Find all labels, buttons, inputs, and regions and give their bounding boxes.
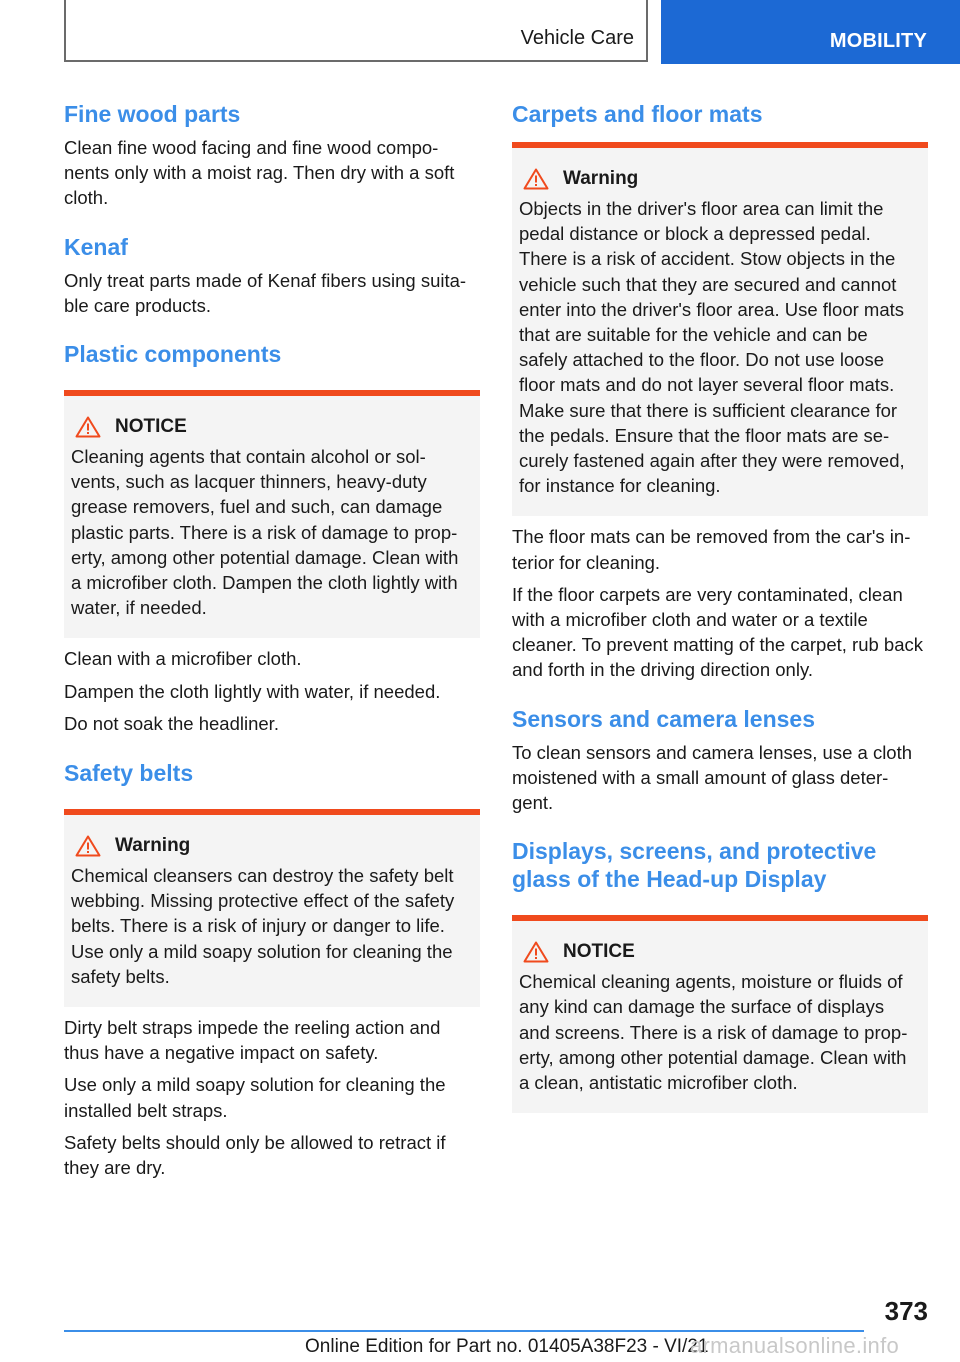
notice-safety-belts-title: Warning <box>115 835 191 857</box>
heading-safety-belts: Safety belts <box>64 760 194 787</box>
footer-divider <box>64 1330 864 1332</box>
text-belts-2: Use only a mild soapy solution for cleaning the installed belt straps. <box>64 1074 446 1121</box>
text-belts-3: Safety belts should only be allowed to retract if they are dry. <box>64 1131 446 1179</box>
left-column <box>64 100 480 1180</box>
notice-plastic-text: Cleaning agents that contain alcohol or sol- vents, such as lacquer thinners, heavy-duty grease removers, fuel and such, can damage plastic parts. There is a risk of damage to prop- erty, among other potential damage. Clean with a microfiber cloth. Dampen the cloth lightly with water, if needed. <box>71 446 459 619</box>
header-section-tab <box>64 0 648 62</box>
watermark: armanualsonline.info <box>690 1333 900 1358</box>
warning-triangle-icon <box>523 941 549 963</box>
text-kenaf: Only treat parts made of Kenaf fibers using suita- ble care products. <box>64 269 467 316</box>
text-plastic-3: Do not soak the headliner. <box>64 712 279 734</box>
text-belts-1: Dirty belt straps impede the reeling action and thus have a negative impact on safety. <box>64 1017 441 1064</box>
notice-plastic <box>64 390 480 638</box>
heading-plastic: Plastic components <box>64 341 282 368</box>
notice-plastic-title: NOTICE <box>115 416 187 438</box>
text-plastic-1: Clean with a microfiber cloth. <box>64 648 302 670</box>
notice-carpets <box>512 142 928 516</box>
heading-sensors: Sensors and camera lenses <box>512 705 815 732</box>
warning-triangle-icon <box>75 835 101 857</box>
header-chapter-label: MOBILITY <box>829 30 927 52</box>
edition-line: Online Edition for Part no. 01405A38F23 - VI/21 <box>305 1336 709 1357</box>
header-chapter-tab <box>661 0 960 64</box>
heading-kenaf: Kenaf <box>64 233 128 260</box>
text-carpets-1: The floor mats can be removed from the car's in- terior for cleaning. <box>512 526 911 573</box>
right-column <box>512 100 928 1113</box>
page-number: 373 <box>884 1296 928 1326</box>
text-fine-wood: Clean fine wood facing and fine wood compo- nents only with a moist rag. Then dry with a soft cloth. <box>64 137 455 209</box>
notice-carpets-title: Warning <box>563 168 639 189</box>
notice-displays <box>512 915 928 1113</box>
text-plastic-2: Dampen the cloth lightly with water, if needed. <box>64 680 441 702</box>
warning-triangle-icon <box>75 416 101 438</box>
notice-displays-text: Chemical cleaning agents, moisture or fluids of any kind can damage the surface of displays and screens. There is a risk of damage to prop- erty, among other potential damage. Clean with a clean, antistatic microfiber cloth. <box>519 971 908 1094</box>
notice-displays-title: NOTICE <box>563 941 635 963</box>
notice-safety-belts-text: Chemical cleansers can destroy the safety belt webbing. Missing protective effect of the safety belts. There is a risk of injury or danger to life. Use only a mild soapy solution for cleaning the safety belts. <box>71 865 455 987</box>
heading-carpets: Carpets and floor mats <box>512 101 763 127</box>
text-carpets-2: If the floor carpets are very contaminated, clean with a microfiber cloth and water or a textile cleaner. To prevent matting of the carpet, rub back and forth in the driving direction only. <box>512 583 924 681</box>
notice-safety-belts <box>64 809 480 1007</box>
heading-displays: Displays, screens, and protective glass of the Head-up Display <box>512 838 877 893</box>
header-section-label: Vehicle Care <box>520 27 634 49</box>
warning-triangle-icon <box>523 168 549 190</box>
text-sensors: To clean sensors and camera lenses, use a cloth moistened with a small amount of glass deter- gent. <box>512 741 913 814</box>
heading-fine-wood: Fine wood parts <box>64 101 241 127</box>
notice-carpets-text: Objects in the driver's floor area can limit the pedal distance or block a depressed pedal. There is a risk of accident. Stow objects in the vehicle such that they are secured and cannot enter into the driver's floor area. Use floor mats that are suitable for the vehicle and can be safely attached to the floor. Do not use loose floor mats and do not layer several floor mats. Make sure that there is sufficient clearance for the pedals. Ensure that the floor mats are se- curely fastened again after they were removed, for instance for cleaning. <box>519 198 905 497</box>
